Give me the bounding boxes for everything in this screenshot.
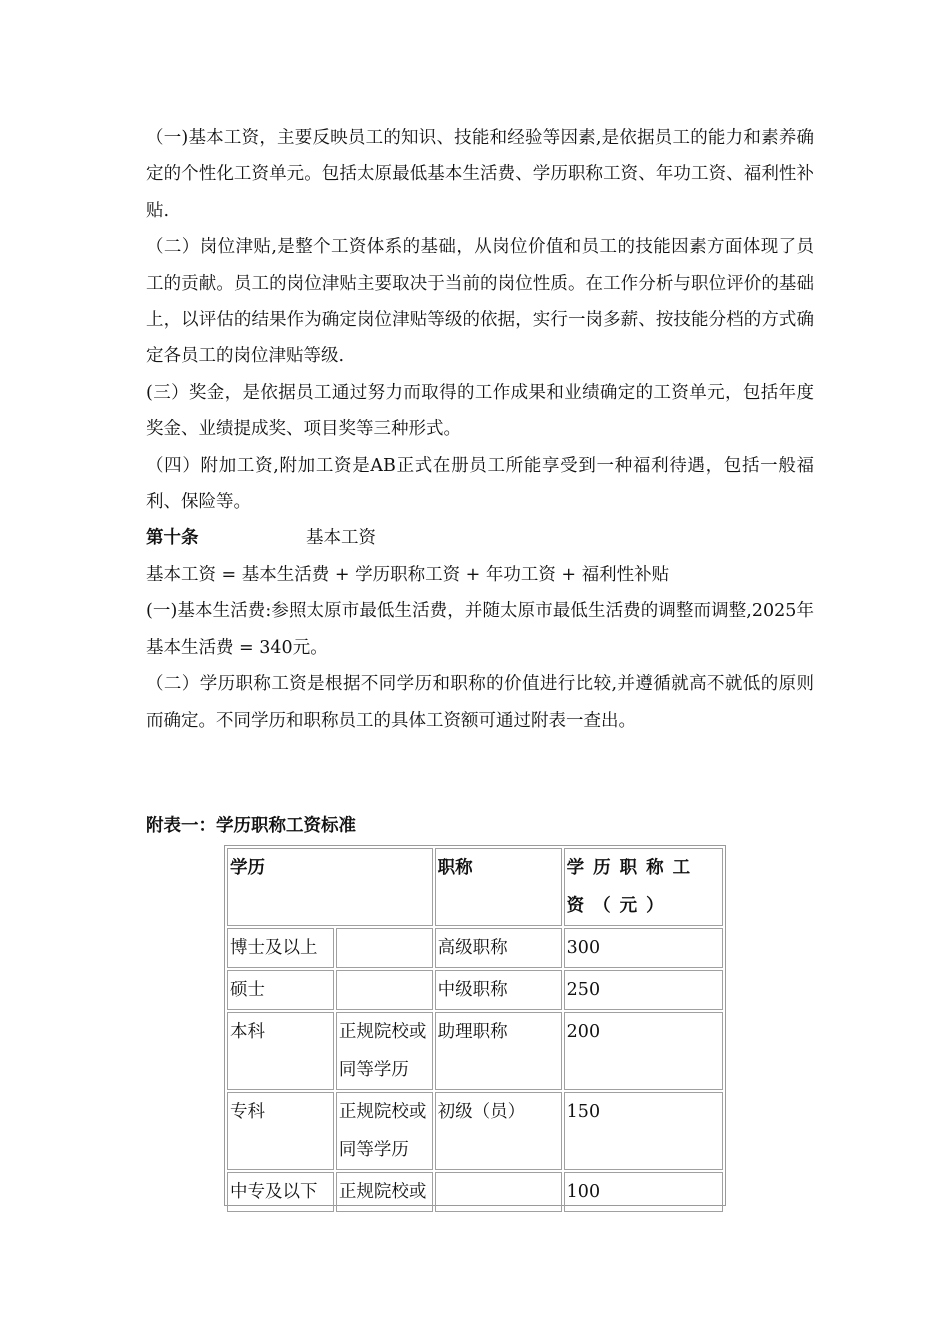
cell-note: 正规院校或同等学历: [336, 1012, 433, 1090]
paragraph-living-cost: (一)基本生活费:参照太原市最低生活费，并随太原市最低生活费的调整而调整,2025年基本生活费 = 340元。: [146, 601, 814, 658]
cell-education: 专科: [227, 1092, 334, 1170]
paragraph-post-allowance: （二）岗位津贴,是整个工资体系的基础，从岗位价值和员工的技能因素方面体现了员工的贡献。员工的岗位津贴主要取决于当前的岗位性质。在工作分析与职位评价的基础上，以评估的结果作为确定岗位津贴等级的依据，实行一岗多薪、按技能分档的方式确定各员工的岗位津贴等级.: [146, 237, 814, 367]
article-title: 基本工资: [306, 528, 376, 549]
paragraph-education-salary: （二）学历职称工资是根据不同学历和职称的价值进行比较,并遵循就高不就低的原则而确定。不同学历和职称员工的具体工资额可通过附表一查出。: [146, 674, 814, 731]
table-title: 附表一：学历职称工资标准: [146, 816, 356, 836]
cell-note: [336, 928, 433, 968]
table-row: [227, 1172, 723, 1212]
cell-salary: 150: [564, 1092, 723, 1170]
cell-title: 高级职称: [435, 928, 562, 968]
body-text: [146, 120, 814, 739]
cell-title: 中级职称: [435, 970, 562, 1010]
cell-education: 中专及以下: [227, 1172, 334, 1212]
cell-education: 硕士: [227, 970, 334, 1010]
cell-salary: 200: [564, 1012, 723, 1090]
cell-title: 初级（员）: [435, 1092, 562, 1170]
table-row: [227, 970, 723, 1010]
salary-formula: 基本工资 = 基本生活费 + 学历职称工资 + 年功工资 + 福利性补贴: [146, 564, 670, 585]
header-education: 学历: [227, 848, 433, 926]
salary-table: [225, 846, 725, 1214]
header-title: 职称: [435, 848, 562, 926]
cell-education: 博士及以上: [227, 928, 334, 968]
cell-salary: 300: [564, 928, 723, 968]
cell-education: 本科: [227, 1012, 334, 1090]
cell-salary: 250: [564, 970, 723, 1010]
table-row: [227, 1012, 723, 1090]
table-header-row: [227, 848, 723, 926]
table-row: [227, 1092, 723, 1170]
paragraph-basic-salary: （一)基本工资，主要反映员工的知识、技能和经验等因素,是依据员工的能力和素养确定的个性化工资单元。包括太原最低基本生活费、学历职称工资、年功工资、福利性补贴.: [146, 128, 814, 221]
paragraph-bonus: (三）奖金，是依据员工通过努力而取得的工作成果和业绩确定的工资单元，包括年度奖金、业绩提成奖、项目奖等三种形式。: [146, 382, 814, 440]
table-row: [227, 928, 723, 968]
cell-title: 助理职称: [435, 1012, 562, 1090]
cell-title: [435, 1172, 562, 1212]
cell-note: 正规院校或: [336, 1172, 433, 1212]
cell-note: 正规院校或同等学历: [336, 1092, 433, 1170]
paragraph-additional-salary: （四）附加工资,附加工资是AB正式在册员工所能享受到一种福利待遇，包括一般福利、保险等。: [146, 455, 814, 513]
article-number: 第十条: [146, 528, 199, 549]
salary-table-frame: [224, 845, 726, 1206]
cell-note: [336, 970, 433, 1010]
cell-salary: 100: [564, 1172, 723, 1212]
header-salary: 学历职称工资（元）: [564, 848, 723, 926]
article-heading: [146, 520, 814, 556]
